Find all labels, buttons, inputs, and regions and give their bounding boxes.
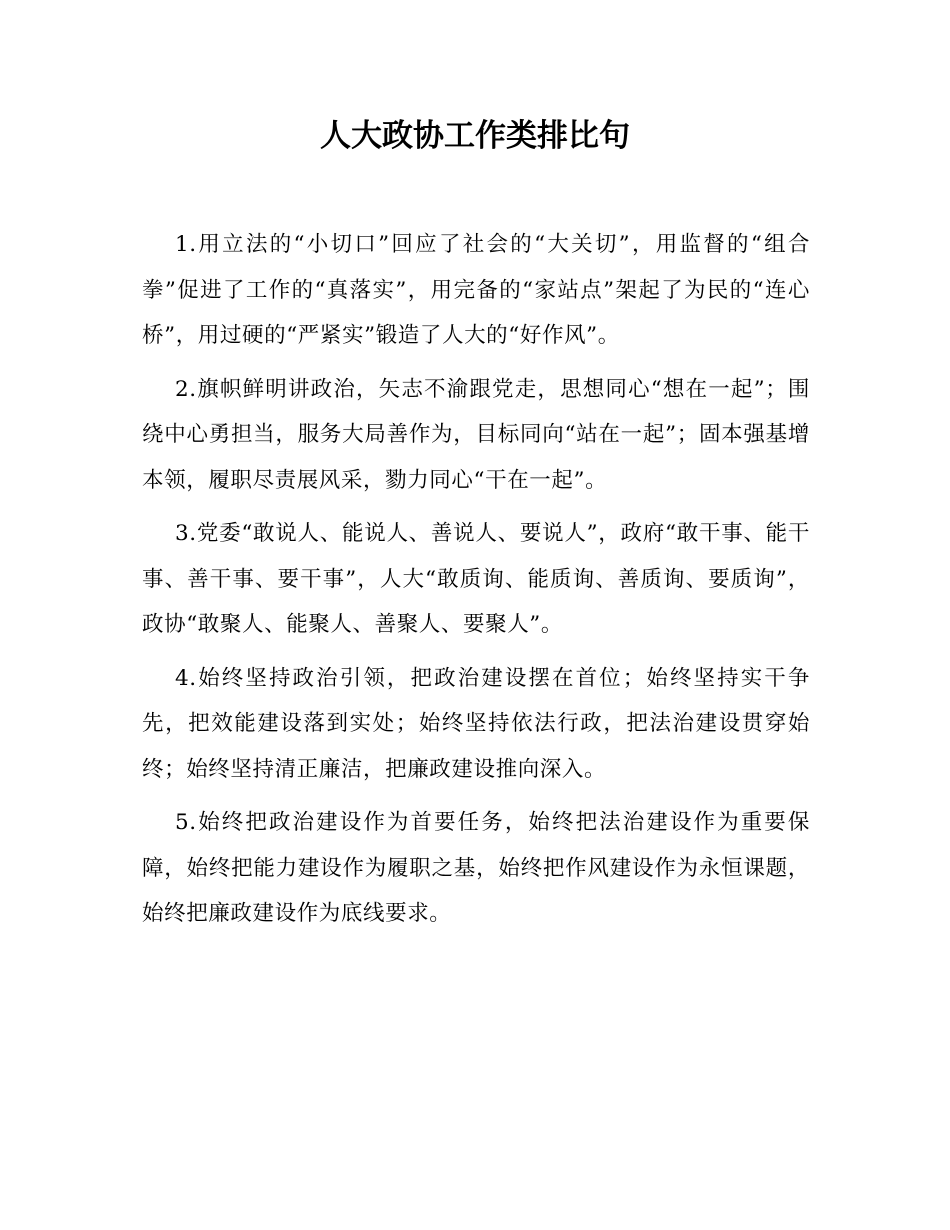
paragraph-1: 1.用立法的“小切口”回应了社会的“大关切”，用监督的“组合拳”促进了工作的“真落实”，用完备的“家站点”架起了为民的“连心桥”，用过硬的“严紧实”锻造了人大的“好作风”。: [142, 232, 810, 348]
paragraph-4: 4.始终坚持政治引领，把政治建设摆在首位；始终坚持实干争先，把效能建设落到实处；始终坚持依法行政，把法治建设贯穿始终；始终坚持清正廉洁，把廉政建设推向深入。: [142, 665, 810, 782]
document-title: 人大政协工作类排比句: [320, 118, 630, 154]
document-body: [142, 222, 810, 945]
paragraph-5: 5.始终把政治建设作为首要任务，始终把法治建设作为重要保障，始终把能力建设作为履职之基，始终把作风建设作为永恒课题，始终把廉政建设作为底线要求。: [142, 810, 810, 926]
paragraph-2: 2.旗帜鲜明讲政治，矢志不渝跟党走，思想同心“想在一起”；围绕中心勇担当，服务大局善作为，目标同向“站在一起”；固本强基增本领，履职尽责展风采，勠力同心“干在一起”。: [142, 376, 810, 493]
paragraph-3: 3.党委“敢说人、能说人、善说人、要说人”，政府“敢干事、能干事、善干事、要干事”，人大“敢质询、能质询、善质询、要质询”，政协“敢聚人、能聚人、善聚人、要聚人”。: [142, 521, 810, 637]
